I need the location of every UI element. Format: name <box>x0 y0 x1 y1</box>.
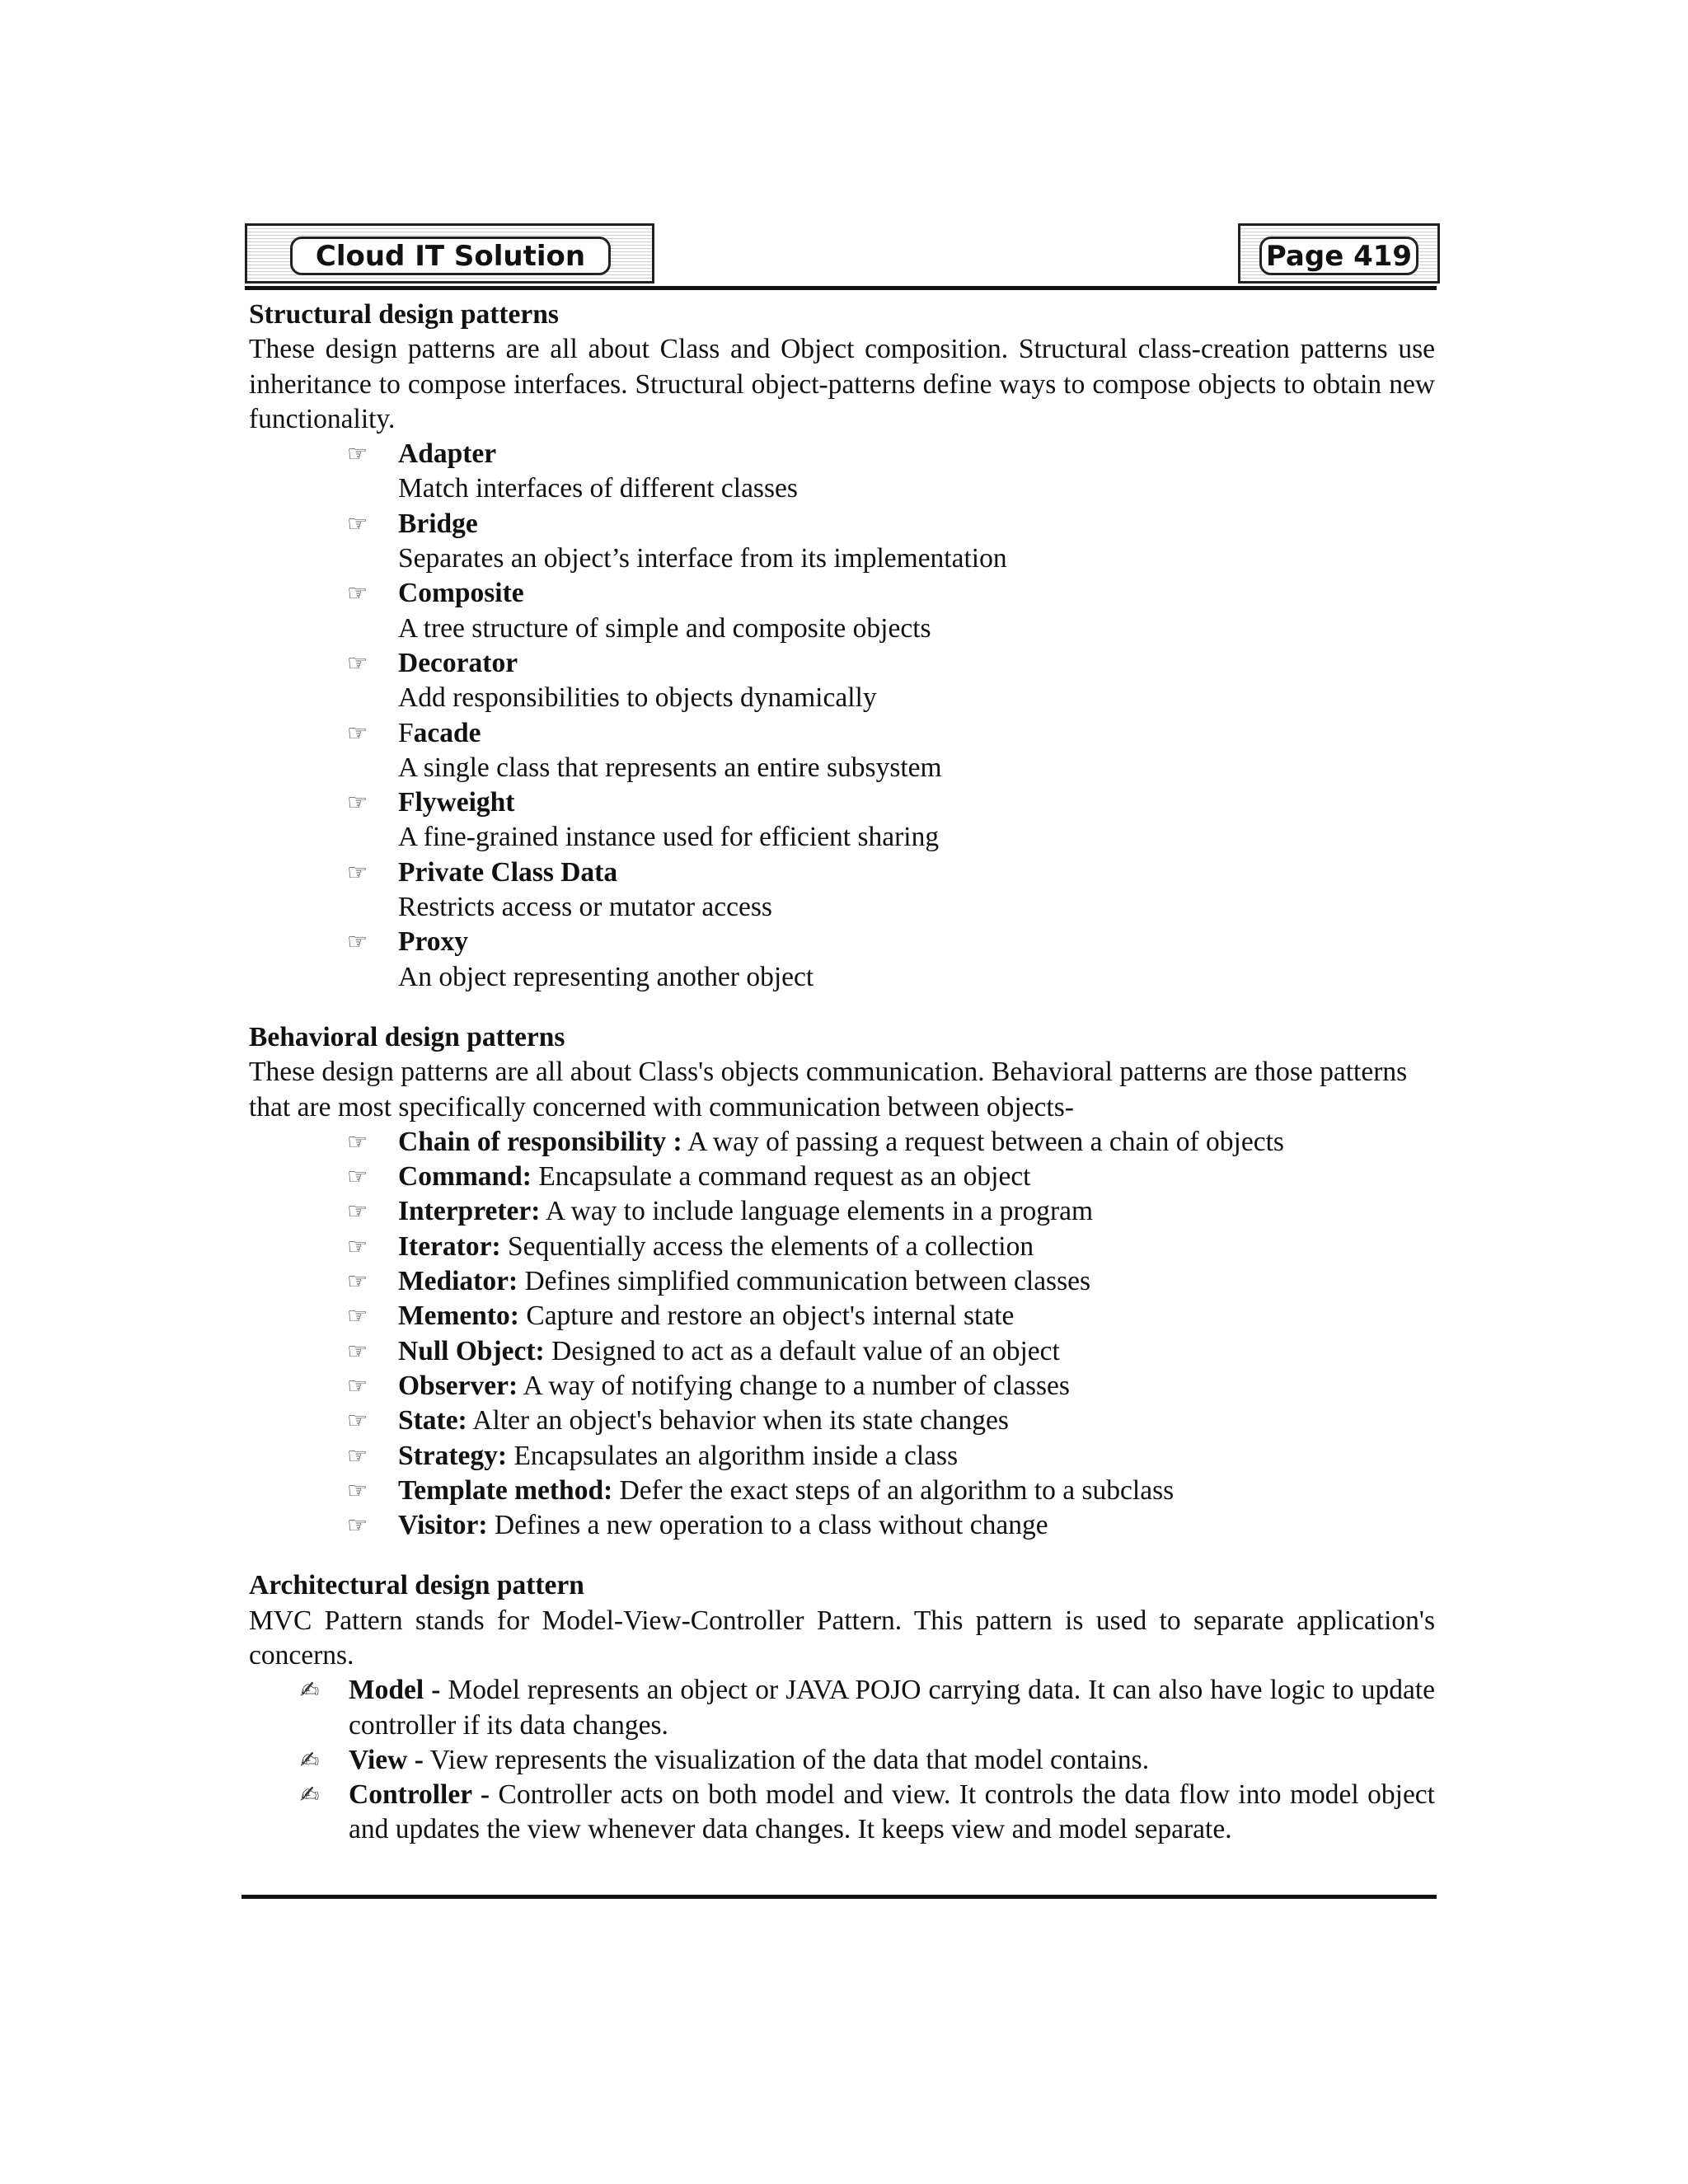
writing-hand-icon: ✍ <box>300 1746 320 1774</box>
list-item: ☞ Proxy An object representing another object <box>347 926 814 992</box>
pointing-hand-icon: ☞ <box>347 928 368 956</box>
section-gap <box>249 995 1435 1020</box>
page-content <box>249 298 1435 1848</box>
pointing-hand-icon: ☞ <box>347 1476 368 1504</box>
list-item: ☞ Flyweight A fine-grained instance used for efficient sharing <box>347 787 940 853</box>
list-item: ☞ Facade A single class that represents an entire subsystem <box>347 717 942 783</box>
pointing-hand-icon: ☞ <box>347 1371 368 1399</box>
pointing-hand-icon: ☞ <box>347 1197 368 1226</box>
header-title: Cloud IT Solution <box>290 237 611 275</box>
behavioral-intro: These design patterns are all about Class's objects communication. Behavioral patterns are those patterns that are most specifically concerned with communication between objects- <box>249 1057 1408 1122</box>
pointing-hand-icon: ☞ <box>347 1268 368 1296</box>
list-item: ☞ Bridge Separates an object’s interface from its implementation <box>347 508 1007 574</box>
list-item: ✍ Controller - Controller acts on both model and view. It controls the data flow into model object and updates the view whenever data changes. It keeps view and model separate. <box>300 1779 1435 1845</box>
structural-heading: Structural design patterns <box>249 299 559 330</box>
list-item: ☞ Command: Encapsulate a command request as an object <box>249 1160 1435 1194</box>
list-item: ☞ Chain of responsibility : A way of passing a request between a chain of objects <box>249 1125 1435 1160</box>
list-item: ☞ Strategy: Encapsulates an algorithm inside a class <box>249 1439 1435 1474</box>
pointing-hand-icon: ☞ <box>347 440 368 468</box>
pointing-hand-icon: ☞ <box>347 649 368 677</box>
header-page-box <box>1238 223 1440 284</box>
pointing-hand-icon: ☞ <box>347 1337 368 1365</box>
pointing-hand-icon: ☞ <box>347 509 368 537</box>
header-left-box <box>245 223 654 284</box>
pointing-hand-icon: ☞ <box>347 1511 368 1540</box>
footer-rule <box>241 1895 1437 1899</box>
pointing-hand-icon: ☞ <box>347 1127 368 1155</box>
list-item: ☞ State: Alter an object's behavior when its state changes <box>249 1404 1435 1438</box>
list-item: ☞ Private Class Data Restricts access or mutator access <box>347 856 772 923</box>
list-item: ☞ Memento: Capture and restore an object's internal state <box>249 1299 1435 1333</box>
list-item: ☞ Adapter Match interfaces of different classes <box>347 438 798 504</box>
writing-hand-icon: ✍ <box>300 1781 320 1809</box>
pointing-hand-icon: ☞ <box>347 579 368 607</box>
pointing-hand-icon: ☞ <box>347 1232 368 1260</box>
writing-hand-icon: ✍ <box>300 1676 320 1704</box>
list-item: ☞ Mediator: Defines simplified communication between classes <box>249 1264 1435 1299</box>
list-item: ☞ Template method: Defer the exact steps of an algorithm to a subclass <box>249 1474 1435 1508</box>
pointing-hand-icon: ☞ <box>347 1302 368 1330</box>
list-item: ✍ View - View represents the visualization of the data that model contains. <box>249 1743 1435 1778</box>
behavioral-list <box>249 1125 1435 1544</box>
pointing-hand-icon: ☞ <box>347 789 368 817</box>
architectural-intro: MVC Pattern stands for Model-View-Controller Pattern. This pattern is used to separate application's concerns. <box>249 1605 1435 1671</box>
behavioral-heading: Behavioral design patterns <box>249 1021 565 1052</box>
pointing-hand-icon: ☞ <box>347 858 368 886</box>
list-item: ☞ Null Object: Designed to act as a default value of an object <box>249 1334 1435 1369</box>
header-rule <box>245 286 1437 290</box>
pointing-hand-icon: ☞ <box>347 1441 368 1469</box>
list-item: ☞ Visitor: Defines a new operation to a class without change <box>249 1508 1435 1543</box>
list-item: ✍ Model - Model represents an object or JAVA POJO carrying data. It can also have logic to update controller if its data changes. <box>300 1675 1435 1741</box>
list-item: ☞ Decorator Add responsibilities to objects dynamically <box>347 647 877 714</box>
pointing-hand-icon: ☞ <box>347 1163 368 1191</box>
architectural-heading: Architectural design pattern <box>249 1570 584 1601</box>
structural-intro: These design patterns are all about Class and Object composition. Structural class-creation patterns use inheritance to compose interfaces. Structural object-patterns define ways to compose objects to obtain new functionality. <box>249 334 1435 434</box>
mvc-list <box>249 1673 1435 1847</box>
list-item: ☞ Composite A tree structure of simple and composite objects <box>347 578 931 644</box>
list-item: ☞ Iterator: Sequentially access the elements of a collection <box>249 1230 1435 1264</box>
structural-list <box>249 437 1435 995</box>
list-item: ☞ Observer: A way of notifying change to a number of classes <box>249 1369 1435 1404</box>
pointing-hand-icon: ☞ <box>347 719 368 747</box>
section-gap <box>249 1543 1435 1568</box>
page-number: Page 419 <box>1259 237 1418 275</box>
list-item: ☞ Interpreter: A way to include language elements in a program <box>249 1194 1435 1229</box>
pointing-hand-icon: ☞ <box>347 1407 368 1435</box>
